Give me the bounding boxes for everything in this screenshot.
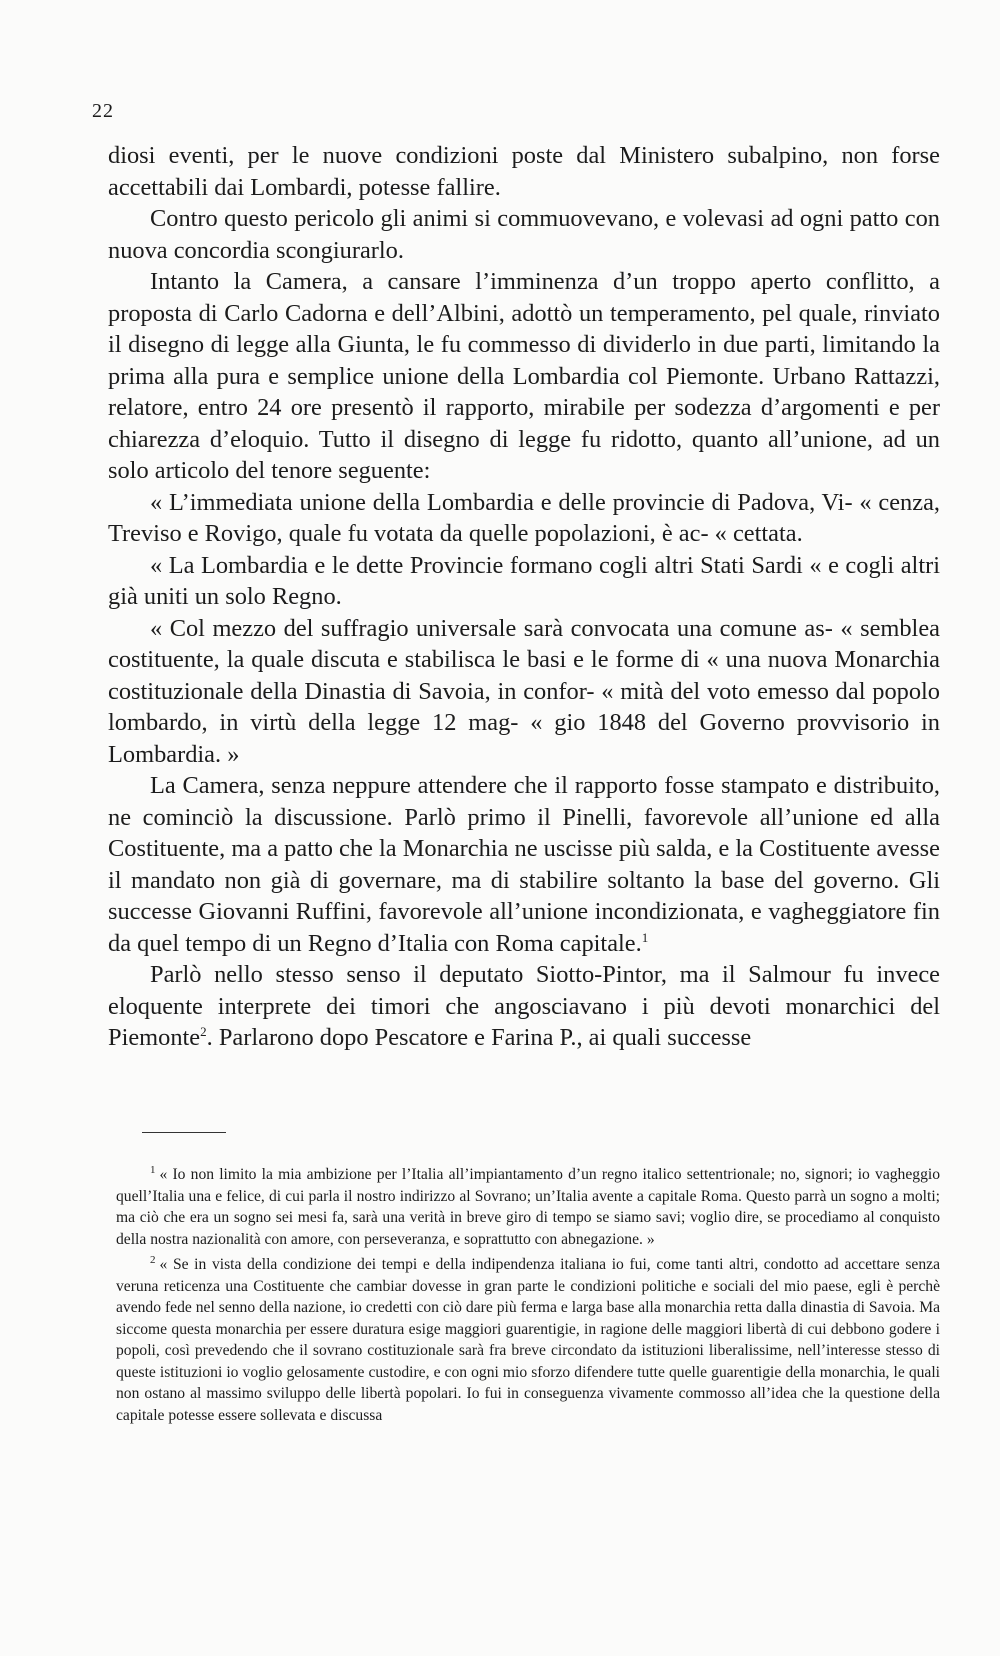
footnote-2-mark: 2 — [150, 1254, 156, 1267]
footnote-1 — [116, 1160, 940, 1250]
paragraph-5-tail: . Parlarono dopo Pescatore e Farina P., ai quali successe — [206, 1024, 752, 1051]
paragraph-5-text: Parlò nello stesso senso il deputato Siotto-Pintor, ma il Salmour fu invece eloquente interprete dei timori che angosciavano i più devoti monarchici del Piemonte — [108, 961, 940, 1051]
paragraph-4 — [108, 770, 940, 959]
paragraph-5 — [108, 959, 940, 1054]
quote-article-3: « Col mezzo del suffragio universale sarà convocata una comune as- « semblea costituente, la quale discuta e stabilisca le basi e le forme di « una nuova Monarchia costituzionale della Dinastia di Savoia, in confor- « mità del voto emesso dal popolo lombardo, in virtù della legge 12 mag- « gio 1848 del Governo provvisorio in Lombardia. » — [108, 614, 940, 768]
footnote-2 — [116, 1250, 940, 1426]
footnote-2-text: « Se in vista della condizione dei tempi e della indipendenza italiana io fui, come tanti altri, condotto ad accettare senza veruna reticenza una Costituente che cambiar dovesse in gran parte le condizioni politiche e sociali del mio paese, egli è perchè avendo fede nel senno della nazione, io credetti con ciò dare più ferma e larga base alla monarchia retta dalla dinastia di Savoia. Ma siccome questa monarchia per essere duratura esige maggiori guarentigie, in ragione delle maggiori libertà di cui debbono godere i popoli, così prevedendo che il sovrano costituzionale sarà fra breve circondato da istituzioni liberalissime, nell’interesse stesso di queste istituzioni io voglio gelosamente custodire, e con ogni mio sforzo difendere tutte quelle guarentigie della monarchia, le quali non ostano al massimo sviluppo delle libertà popolari. Io fui in conseguenza vivamente commosso all’idea che la questione della capitale potesse essere sollevata e discussa — [116, 1256, 940, 1424]
footnote-ref-2[interactable]: 2 — [200, 1023, 207, 1039]
footnote-1-mark: 1 — [150, 1164, 156, 1176]
footnote-1-text: « Io non limito la mia ambizione per l’Italia all’impiantamento d’un regno italico settentrionale; no, signori; io vagheggio quell’Italia una e felice, di cui parla il nostro indirizzo al Sovrano; un’Italia avente a capitale Roma. Questo parrà un sogno a molti; ma ciò che era un sogno sei mesi fa, sarà una verità in breve giro di tempo se siamo savi; voglio dire, se procediamo al conquisto della nostra nazionalità con amore, con perseveranza, e soprattutto con abnegazione. » — [116, 1166, 940, 1248]
footnote-ref-1[interactable]: 1 — [641, 929, 649, 945]
paragraph-4-text: La Camera, senza neppure attendere che il rapporto fosse stampato e distribuito, ne cominciò la discussione. Parlò primo il Pinelli, favorevole all’unione ed alla Costituente, ma a patto che la Monarchia ne uscisse più salda, e la Costituente avesse il mandato non già di governare, ma di stabilire soltanto la base del governo. Gli successe Giovanni Ruffini, favorevole all’unione incondizionata, e vagheggiatore fin da quel tempo di un Regno d’Italia con Roma capitale. — [108, 772, 940, 957]
paragraph-2: Contro questo pericolo gli animi si commuovevano, e volevasi ad ogni patto con nuova concordia scongiurarlo. — [108, 205, 940, 264]
footnote-divider — [142, 1132, 226, 1133]
footnotes — [116, 1160, 940, 1426]
paragraph-3: Intanto la Camera, a cansare l’imminenza d’un troppo aperto conflitto, a proposta di Carlo Cadorna e dell’Albini, adottò un temperamento, pel quale, rinviato il disegno di legge alla Giunta, le fu commesso di dividerlo in due parti, limitando la prima alla pura e semplice unione della Lombardia col Piemonte. Urbano Rattazzi, relatore, entro 24 ore presentò il rapporto, mirabile per sodezza d’argomenti e per chiarezza d’eloquio. Tutto il disegno di legge fu ridotto, quanto all’unione, ad un solo articolo del tenore seguente: — [108, 268, 940, 484]
page-number: 22 — [92, 100, 114, 122]
main-text — [108, 140, 940, 1054]
paragraph-1: diosi eventi, per le nuove condizioni poste dal Ministero subalpino, non forse accettabili dai Lombardi, potesse fallire. — [108, 142, 940, 201]
quote-article-1: « L’immediata unione della Lombardia e delle provincie di Padova, Vi- « cenza, Treviso e Rovigo, quale fu votata da quelle popolazioni, è ac- « cettata. — [108, 488, 940, 547]
quote-article-2: « La Lombardia e le dette Provincie formano cogli altri Stati Sardi « e cogli altri già uniti un solo Regno. — [108, 551, 940, 610]
